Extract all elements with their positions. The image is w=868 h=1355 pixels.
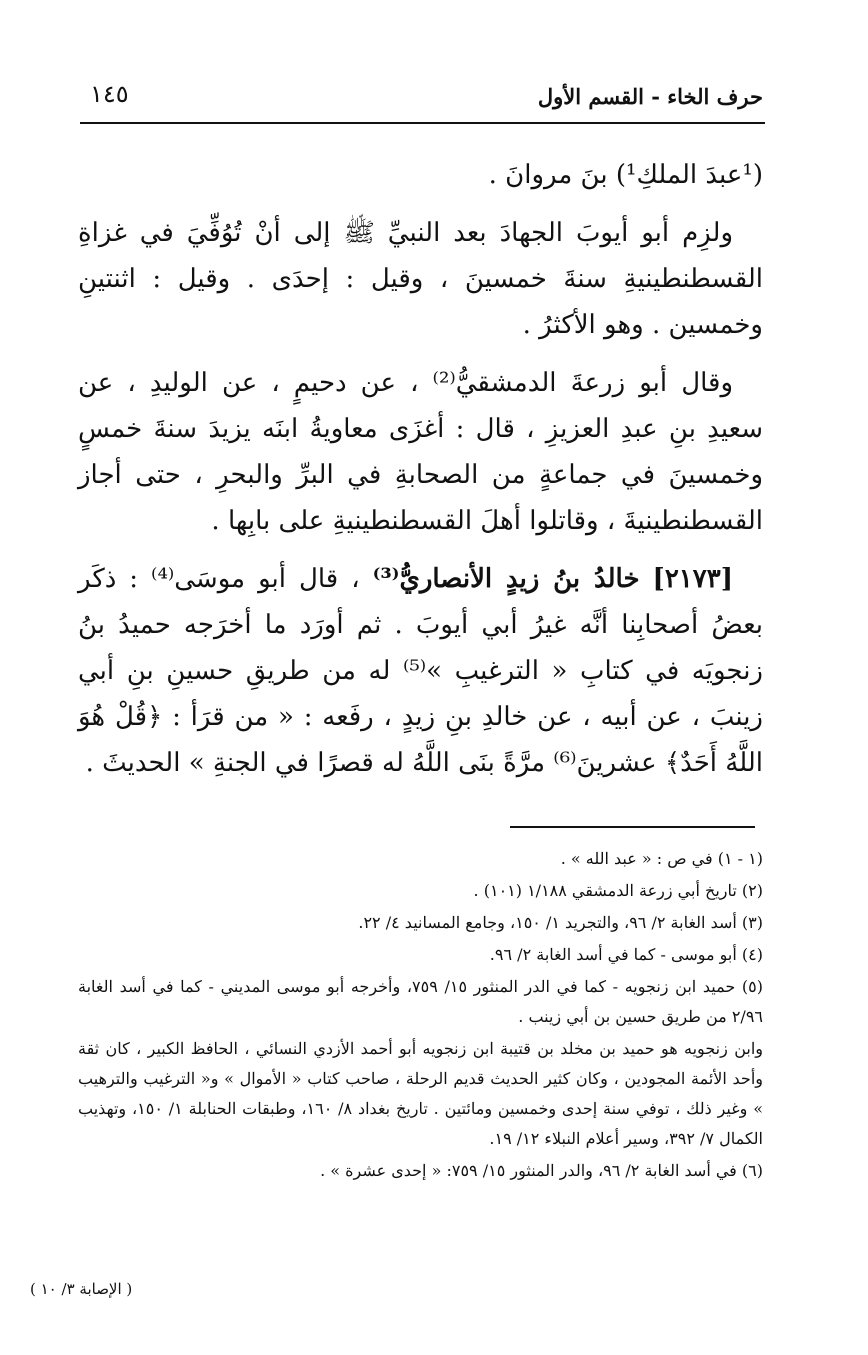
footnote-5: (٥) حميد ابن زنجويه - كما في الدر المنثور ١٥/ ٧٥٩، وأخرجه أبو موسى المديني - كما في أسد الغابة ٢/٩٦ من طريق حسين بن أبي زينب . [78,977,763,1026]
page-header [80,78,763,118]
footnotes [78,842,763,1186]
running-title: حرف الخاء - القسم الأول [537,84,763,109]
entry-paragraph [78,556,763,786]
footnote-rule [510,826,755,828]
footnote-1: (١ - ١) في ص : « عبد الله » . [560,849,763,868]
paragraph-1: (¹عبدَ الملكِ¹) بنَ مروانَ . [488,160,763,190]
entry-text: ، قال أبو موسَى⁽⁴⁾ : ذكَر بعضُ أصحابِنا أنَّه غيرُ أبي أيوبَ . ثم أورَد ما أخرَجه حميدُ بنُ زنجويَه في كتابِ « الترغيبِ »⁽⁵⁾ له من طريقِ حسينِ بنِ أبي زينبَ ، عن أبيه ، عن خالدِ بنِ زيدٍ ، رفَعه : « من قرَأ : ﴿قُلْ هُوَ اللَّهُ أَحَدٌ﴾ عشرينَ⁽⁶⁾ مرَّةً بنَى اللَّهُ له قصرًا في الجنةِ » الحديثَ . [78,564,763,778]
entry-name: خالدُ بنُ زيدٍ الأنصاريُّ⁽³⁾ [372,564,640,594]
footnote-5-continued: وابن زنجويه هو حميد بن مخلد بن قتيبة ابن زنجويه أبو أحمد الأزدي النسائي ، الحافظ الكبير ، كان ثقة وأحد الأئمة المجودين ، وكان كثير الحديث قديم الرحلة ، صاحب كتاب « الأموال » و« الترغيب والترهيب » وغير ذلك ، توفي سنة إحدى وخمسين ومائتين . تاريخ بغداد ٨/ ١٦٠، وطبقات الحنابلة ١/ ١٥٠، وتهذيب الكمال ٧/ ٣٩٢، وسير أعلام النبلاء ١٢/ ١٩. [78,1039,763,1148]
footnote-6: (٦) في أسد الغابة ٢/ ٩٦، والدر المنثور ١٥/ ٧٥٩: « إحدى عشرة » . [320,1161,763,1180]
printer-signature: ( الإصابة ٣/ ١٠ ) [30,1280,133,1298]
paragraph-2: ولزِم أبو أيوبَ الجهادَ بعد النبيِّ ﷺ إلى أنْ تُوُفِّيَ في غزاةِ القسطنطينيةِ سنةَ خمسينَ ، وقيل : إحدَى . وقيل : اثنتينِ وخمسين . وهو الأكثرُ . [78,218,763,340]
entry-number: [٢١٧٣] [652,564,734,594]
footnote-3: (٣) أسد الغابة ٢/ ٩٦، والتجريد ١/ ١٥٠، وجامع المسانيد ٤/ ٢٢. [358,913,763,932]
page-number: ١٤٥ [90,80,129,108]
main-text [78,152,763,798]
header-rule [80,122,765,124]
footnote-2: (٢) تاريخ أبي زرعة الدمشقي ١/١٨٨ (١٠١) . [473,881,763,900]
footnote-4: (٤) أبو موسى - كما في أسد الغابة ٢/ ٩٦. [489,945,763,964]
paragraph-3: وقال أبو زرعةَ الدمشقيُّ⁽²⁾ ، عن دحيمٍ ، عن الوليدِ ، عن سعيدِ بنِ عبدِ العزيزِ ، قال : أغزَى معاويةُ ابنَه يزيدَ سنةَ خمسٍ وخمسينَ في جماعةٍ من الصحابةِ في البرِّ والبحرِ ، حتى أجاز القسطنطينيةَ ، وقاتلوا أهلَ القسطنطينيةِ على بابِها . [78,368,763,536]
